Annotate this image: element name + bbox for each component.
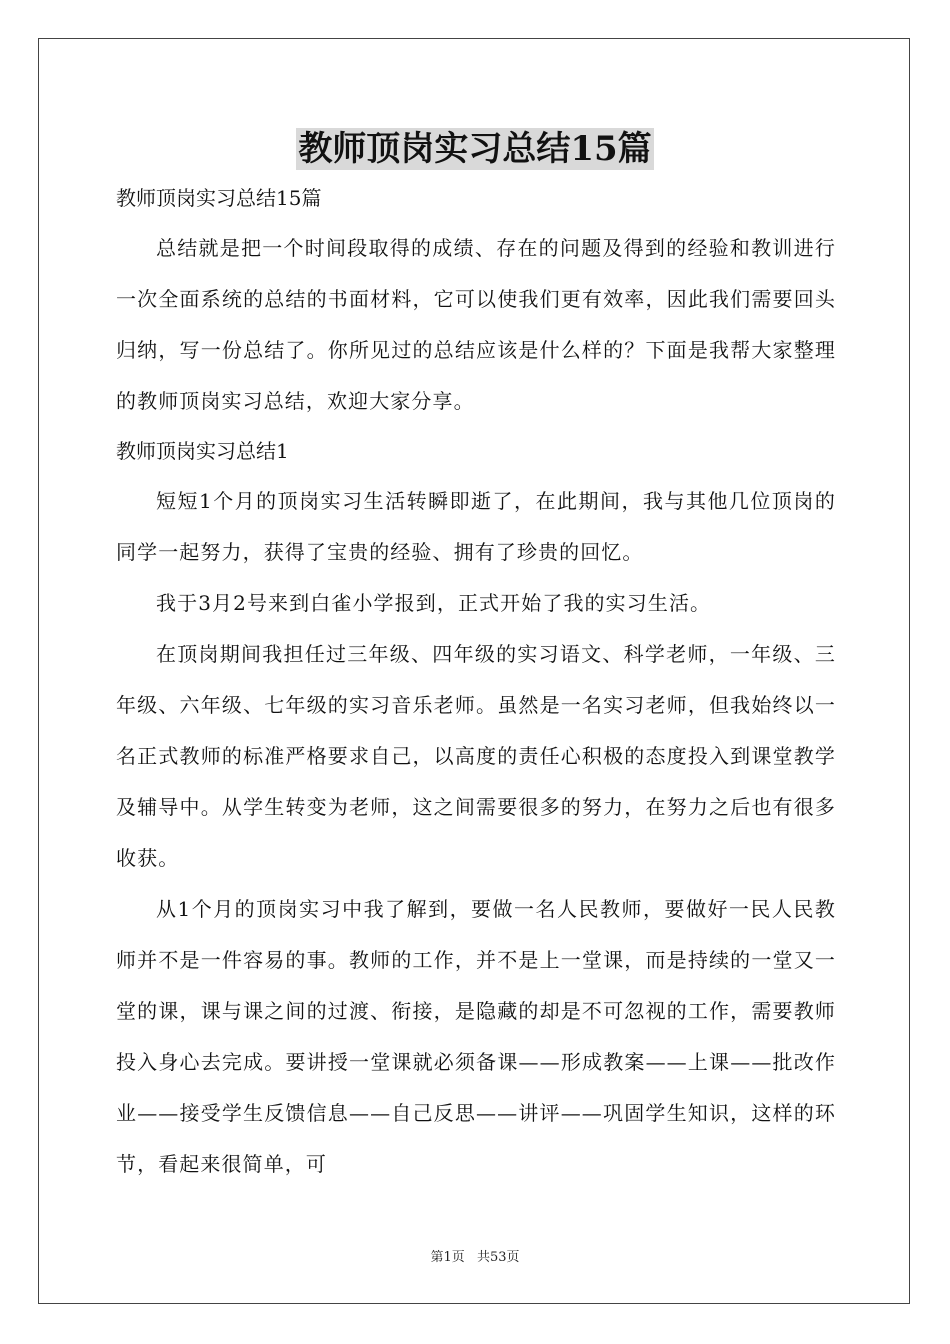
page-footer [0,1246,950,1265]
page-number: 第1页 [430,1250,465,1265]
body-paragraph: 在顶岗期间我担任过三年级、四年级的实习语文、科学老师，一年级、三年级、六年级、七年级的实习音乐老师。虽然是一名实习老师，但我始终以一名正式教师的标准严格要求自己，以高度的责任心积极的态度投入到课堂教学及辅导中。从学生转变为老师，这之间需要很多的努力，在努力之后也有很多收获。 [116,642,836,870]
document-body [116,178,836,1190]
intro-paragraph: 总结就是把一个时间段取得的成绩、存在的问题及得到的经验和教训进行一次全面系统的总结的书面材料，它可以使我们更有效率，因此我们需要回头归纳，写一份总结了。你所见过的总结应该是什么样的？下面是我帮大家整理的教师顶岗实习总结，欢迎大家分享。 [116,236,836,413]
body-paragraph: 我于3月2号来到白雀小学报到，正式开始了我的实习生活。 [156,591,712,615]
body-paragraph: 短短1个月的顶岗实习生活转瞬即逝了，在此期间，我与其他几位顶岗的同学一起努力，获得了宝贵的经验、拥有了珍贵的回忆。 [116,489,836,564]
title-container [0,128,950,170]
body-paragraph: 从1个月的顶岗实习中我了解到，要做一名人民教师，要做好一民人民教师并不是一件容易的事。教师的工作，并不是上一堂课，而是持续的一堂又一堂的课，课与课之间的过渡、衔接，是隐藏的却是不可忽视的工作，需要教师投入身心去完成。要讲授一堂课就必须备课——形成教案——上课——批改作业——接受学生反馈信息——自己反思——讲评——巩固学生知识，这样的环节，看起来很简单，可 [116,897,836,1176]
total-pages: 共53页 [476,1250,520,1265]
section-heading: 教师顶岗实习总结1 [116,439,289,463]
document-title: 教师顶岗实习总结15篇 [298,129,652,169]
document-subtitle: 教师顶岗实习总结15篇 [116,186,322,210]
